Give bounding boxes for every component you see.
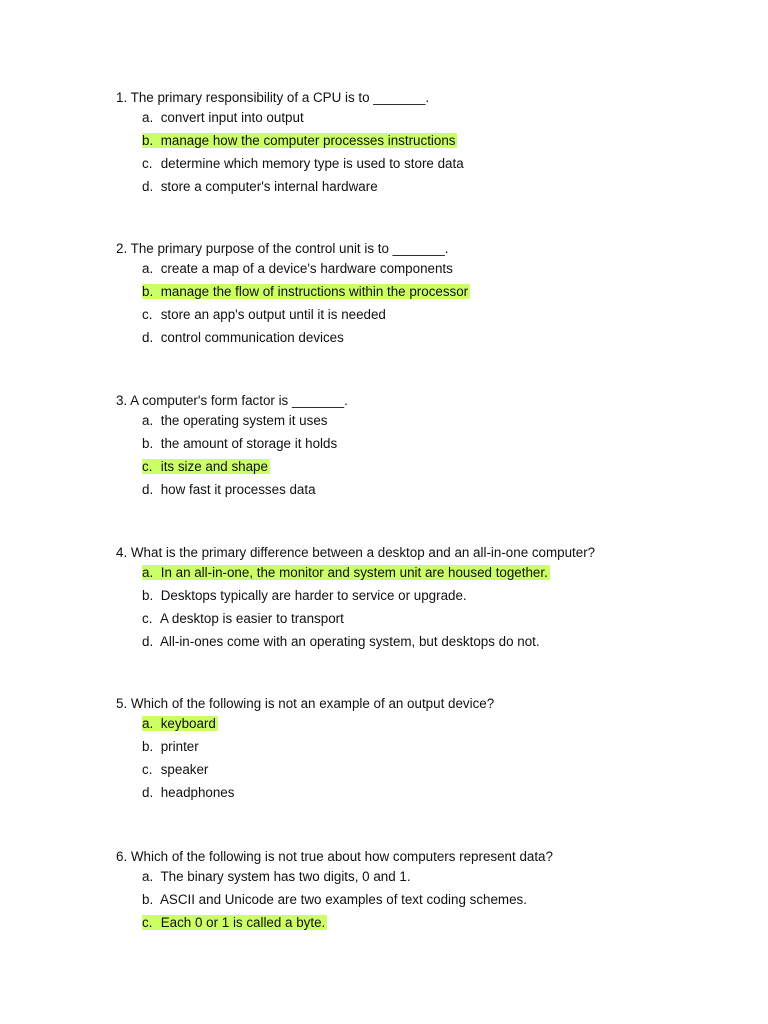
option-c xyxy=(142,457,716,480)
option-letter: d. xyxy=(142,482,154,497)
option-b xyxy=(142,131,716,154)
option-b xyxy=(142,586,716,609)
question-text: A computer's form factor is _______. xyxy=(130,393,348,408)
option-letter: a. xyxy=(142,565,154,580)
option-letter: c. xyxy=(142,762,153,777)
option-text: the operating system it uses xyxy=(160,413,328,428)
question-4 xyxy=(116,543,716,655)
option-d xyxy=(142,480,716,503)
option-letter: d. xyxy=(142,179,154,194)
option-text: speaker xyxy=(160,762,209,777)
option-text: store an app's output until it is needed xyxy=(160,307,386,322)
option-b xyxy=(142,282,716,305)
option-text: headphones xyxy=(160,785,235,800)
option-letter: d. xyxy=(142,634,154,649)
option-c xyxy=(142,913,716,936)
option-text: A desktop is easier to transport xyxy=(159,611,344,626)
option-text: ASCII and Unicode are two examples of text coding schemes. xyxy=(159,892,527,907)
question-number: 6. xyxy=(116,849,128,864)
option-d xyxy=(142,177,716,200)
option-letter: a. xyxy=(142,261,154,276)
option-c xyxy=(142,760,716,783)
option-text: In an all-in-one, the monitor and system unit are housed together. xyxy=(160,565,548,580)
option-letter: b. xyxy=(142,133,154,148)
option-text: The binary system has two digits, 0 and 1. xyxy=(160,869,411,884)
option-letter: c. xyxy=(142,156,153,171)
option-text: the amount of storage it holds xyxy=(160,436,338,451)
option-c xyxy=(142,154,716,177)
option-text: control communication devices xyxy=(160,330,344,345)
question-5 xyxy=(116,694,716,806)
option-text: create a map of a device's hardware components xyxy=(160,261,453,276)
question-text: The primary responsibility of a CPU is to _______. xyxy=(130,90,430,105)
option-text: manage the flow of instructions within the processor xyxy=(160,284,469,299)
option-a xyxy=(142,714,716,737)
question-text: What is the primary difference between a desktop and an all-in-one computer? xyxy=(130,545,596,560)
option-letter: c. xyxy=(142,459,153,474)
option-letter: a. xyxy=(142,110,154,125)
option-d xyxy=(142,783,716,806)
question-text: Which of the following is not an example of an output device? xyxy=(130,696,495,711)
option-text: determine which memory type is used to store data xyxy=(160,156,464,171)
option-letter: b. xyxy=(142,892,154,907)
option-text: Each 0 or 1 is called a byte. xyxy=(160,915,326,930)
question-2 xyxy=(116,239,716,351)
option-a xyxy=(142,563,716,586)
question-6 xyxy=(116,847,716,936)
option-letter: b. xyxy=(142,739,154,754)
option-c xyxy=(142,609,716,632)
option-a xyxy=(142,108,716,131)
option-a xyxy=(142,259,716,282)
question-number: 2. xyxy=(116,241,128,256)
option-letter: d. xyxy=(142,785,154,800)
option-b xyxy=(142,890,716,913)
option-text: convert input into output xyxy=(160,110,304,125)
option-text: its size and shape xyxy=(160,459,268,474)
option-letter: c. xyxy=(142,611,153,626)
question-text: Which of the following is not true about how computers represent data? xyxy=(130,849,553,864)
option-b xyxy=(142,434,716,457)
option-text: All-in-ones come with an operating system, but desktops do not. xyxy=(159,634,540,649)
option-letter: b. xyxy=(142,588,154,603)
question-number: 5. xyxy=(116,696,128,711)
option-text: keyboard xyxy=(160,716,216,731)
option-letter: b. xyxy=(142,436,154,451)
option-letter: a. xyxy=(142,716,154,731)
option-d xyxy=(142,328,716,351)
option-text: how fast it processes data xyxy=(160,482,316,497)
option-text: manage how the computer processes instructions xyxy=(160,133,456,148)
option-text: printer xyxy=(160,739,199,754)
option-letter: c. xyxy=(142,915,153,930)
question-1 xyxy=(116,88,716,200)
question-number: 3. xyxy=(116,393,128,408)
option-d xyxy=(142,632,716,655)
question-3 xyxy=(116,391,716,503)
option-letter: c. xyxy=(142,307,153,322)
option-letter: d. xyxy=(142,330,154,345)
question-text: The primary purpose of the control unit is to _______. xyxy=(130,241,449,256)
option-b xyxy=(142,737,716,760)
option-a xyxy=(142,867,716,890)
option-letter: b. xyxy=(142,284,154,299)
question-number: 4. xyxy=(116,545,128,560)
option-a xyxy=(142,411,716,434)
question-number: 1. xyxy=(116,90,128,105)
option-text: Desktops typically are harder to service or upgrade. xyxy=(160,588,467,603)
option-letter: a. xyxy=(142,413,154,428)
option-c xyxy=(142,305,716,328)
option-text: store a computer's internal hardware xyxy=(160,179,378,194)
option-letter: a. xyxy=(142,869,154,884)
